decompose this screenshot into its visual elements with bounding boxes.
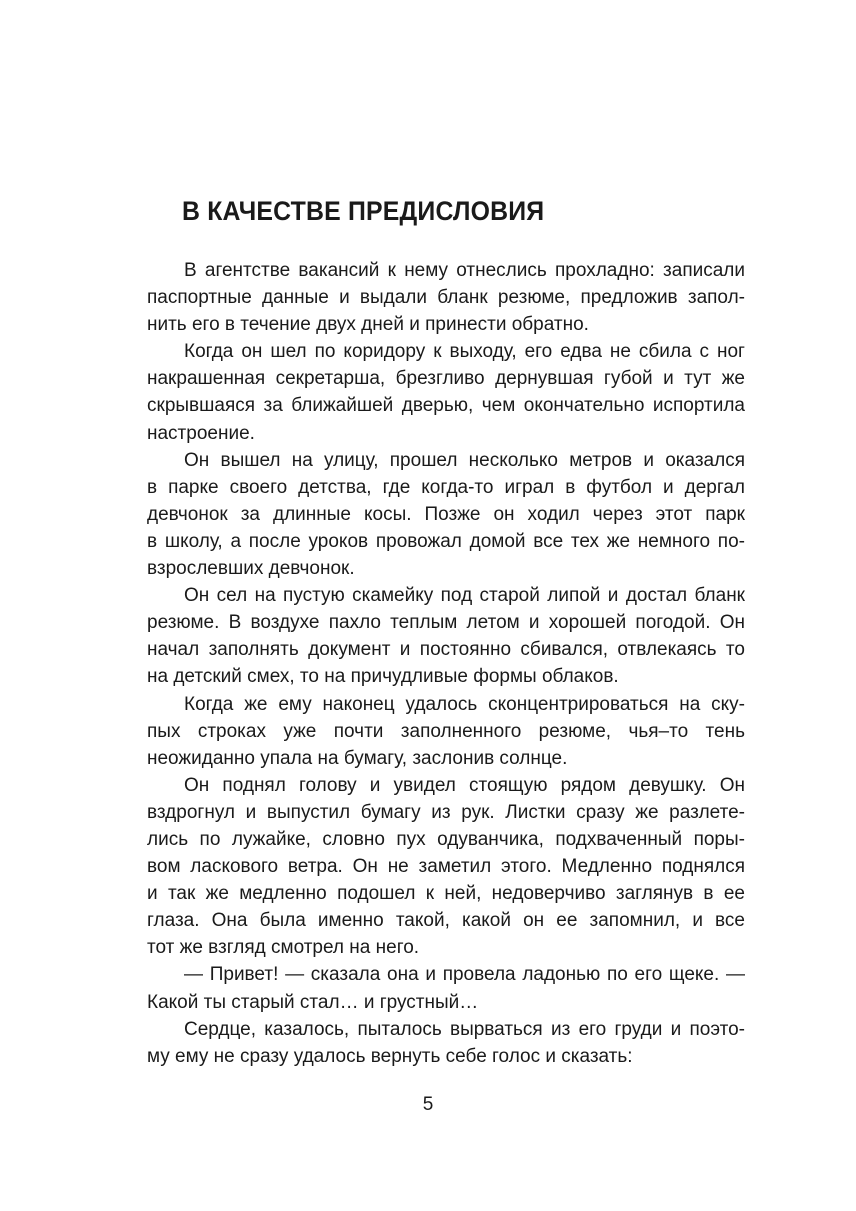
text-line: пых строках уже почти заполненного резюме, чья–то тень [147,720,745,742]
text-line: Он сел на пустую скамейку под старой липой и достал бланк [184,585,745,607]
text-line: Он поднял голову и увидел стоящую рядом девушку. Он [184,774,745,796]
text-line: в парке своего детства, где когда-то играл в футбол и дергал [147,476,745,498]
text-line: в школу, а после уроков провожал домой все тех же немного по- [147,530,745,552]
text-line: тот же взгляд смотрел на него. [147,937,420,959]
text-line: накрашенная секретарша, брезгливо дернувшая губой и тут же [147,368,745,390]
text-line: и так же медленно подошел к ней, недоверчиво заглянув в ее [147,883,745,905]
text-line: девчонок за длинные косы. Позже он ходил через этот парк [147,503,745,525]
paragraph [147,582,745,690]
paragraph [147,961,745,1015]
paragraph [147,338,745,446]
page-number: 5 [422,1094,434,1115]
text-line: настроение. [147,422,255,444]
paragraph [147,772,745,962]
text-line: Когда же ему наконец удалось сконцентрироваться на ску- [184,693,745,715]
text-line: вздрогнул и выпустил бумагу из рук. Листки сразу же разлете- [147,801,745,823]
text-line: Когда он шел по коридору к выходу, его едва не сбила с ног [184,341,745,363]
text-line: резюме. В воздухе пахло теплым летом и хорошей погодой. Он [147,612,745,634]
text-line: Сердце, казалось, пыталось вырваться из его груди и поэто- [184,1018,745,1040]
text-line: взрослевших девчонок. [147,558,355,580]
text-line: лись по лужайке, словно пух одуванчика, подхваченный поры- [147,828,745,850]
text-line: паспортные данные и выдали бланк резюме, предложив запол- [147,287,745,309]
text-line: вом ласкового ветра. Он не заметил этого. Медленно поднялся [147,856,745,878]
paragraph [147,1016,745,1070]
paragraph [147,691,745,772]
text-line: В агентстве вакансий к нему отнеслись прохладно: записали [184,260,745,281]
text-line: глаза. Она была именно такой, какой он ее запомнил, и все [147,910,745,932]
paragraph [147,447,745,582]
body-text [147,257,745,1070]
text-line: на детский смех, то на причудливые формы облаков. [147,666,619,688]
paragraph [147,257,745,338]
text-line: му ему не сразу удалось вернуть себе голос и сказать: [147,1045,633,1067]
text-line: Он вышел на улицу, прошел несколько метров и оказался [184,449,745,471]
text-line: начал заполнять документ и постоянно сбивался, отвлекаясь то [147,639,745,661]
text-line: Какой ты старый стал… и грустный… [147,991,479,1013]
text-line: неожиданно упала на бумагу, заслонив солнце. [147,747,568,769]
chapter-heading: В КАЧЕСТВЕ ПРЕДИСЛОВИЯ [182,196,545,226]
text-line: нить его в течение двух дней и принести обратно. [147,314,589,336]
text-line: скрывшаяся за ближайшей дверью, чем окончательно испортила [147,395,745,417]
text-line: — Привет! — сказала она и провела ладонью по его щеке. — [184,964,745,986]
